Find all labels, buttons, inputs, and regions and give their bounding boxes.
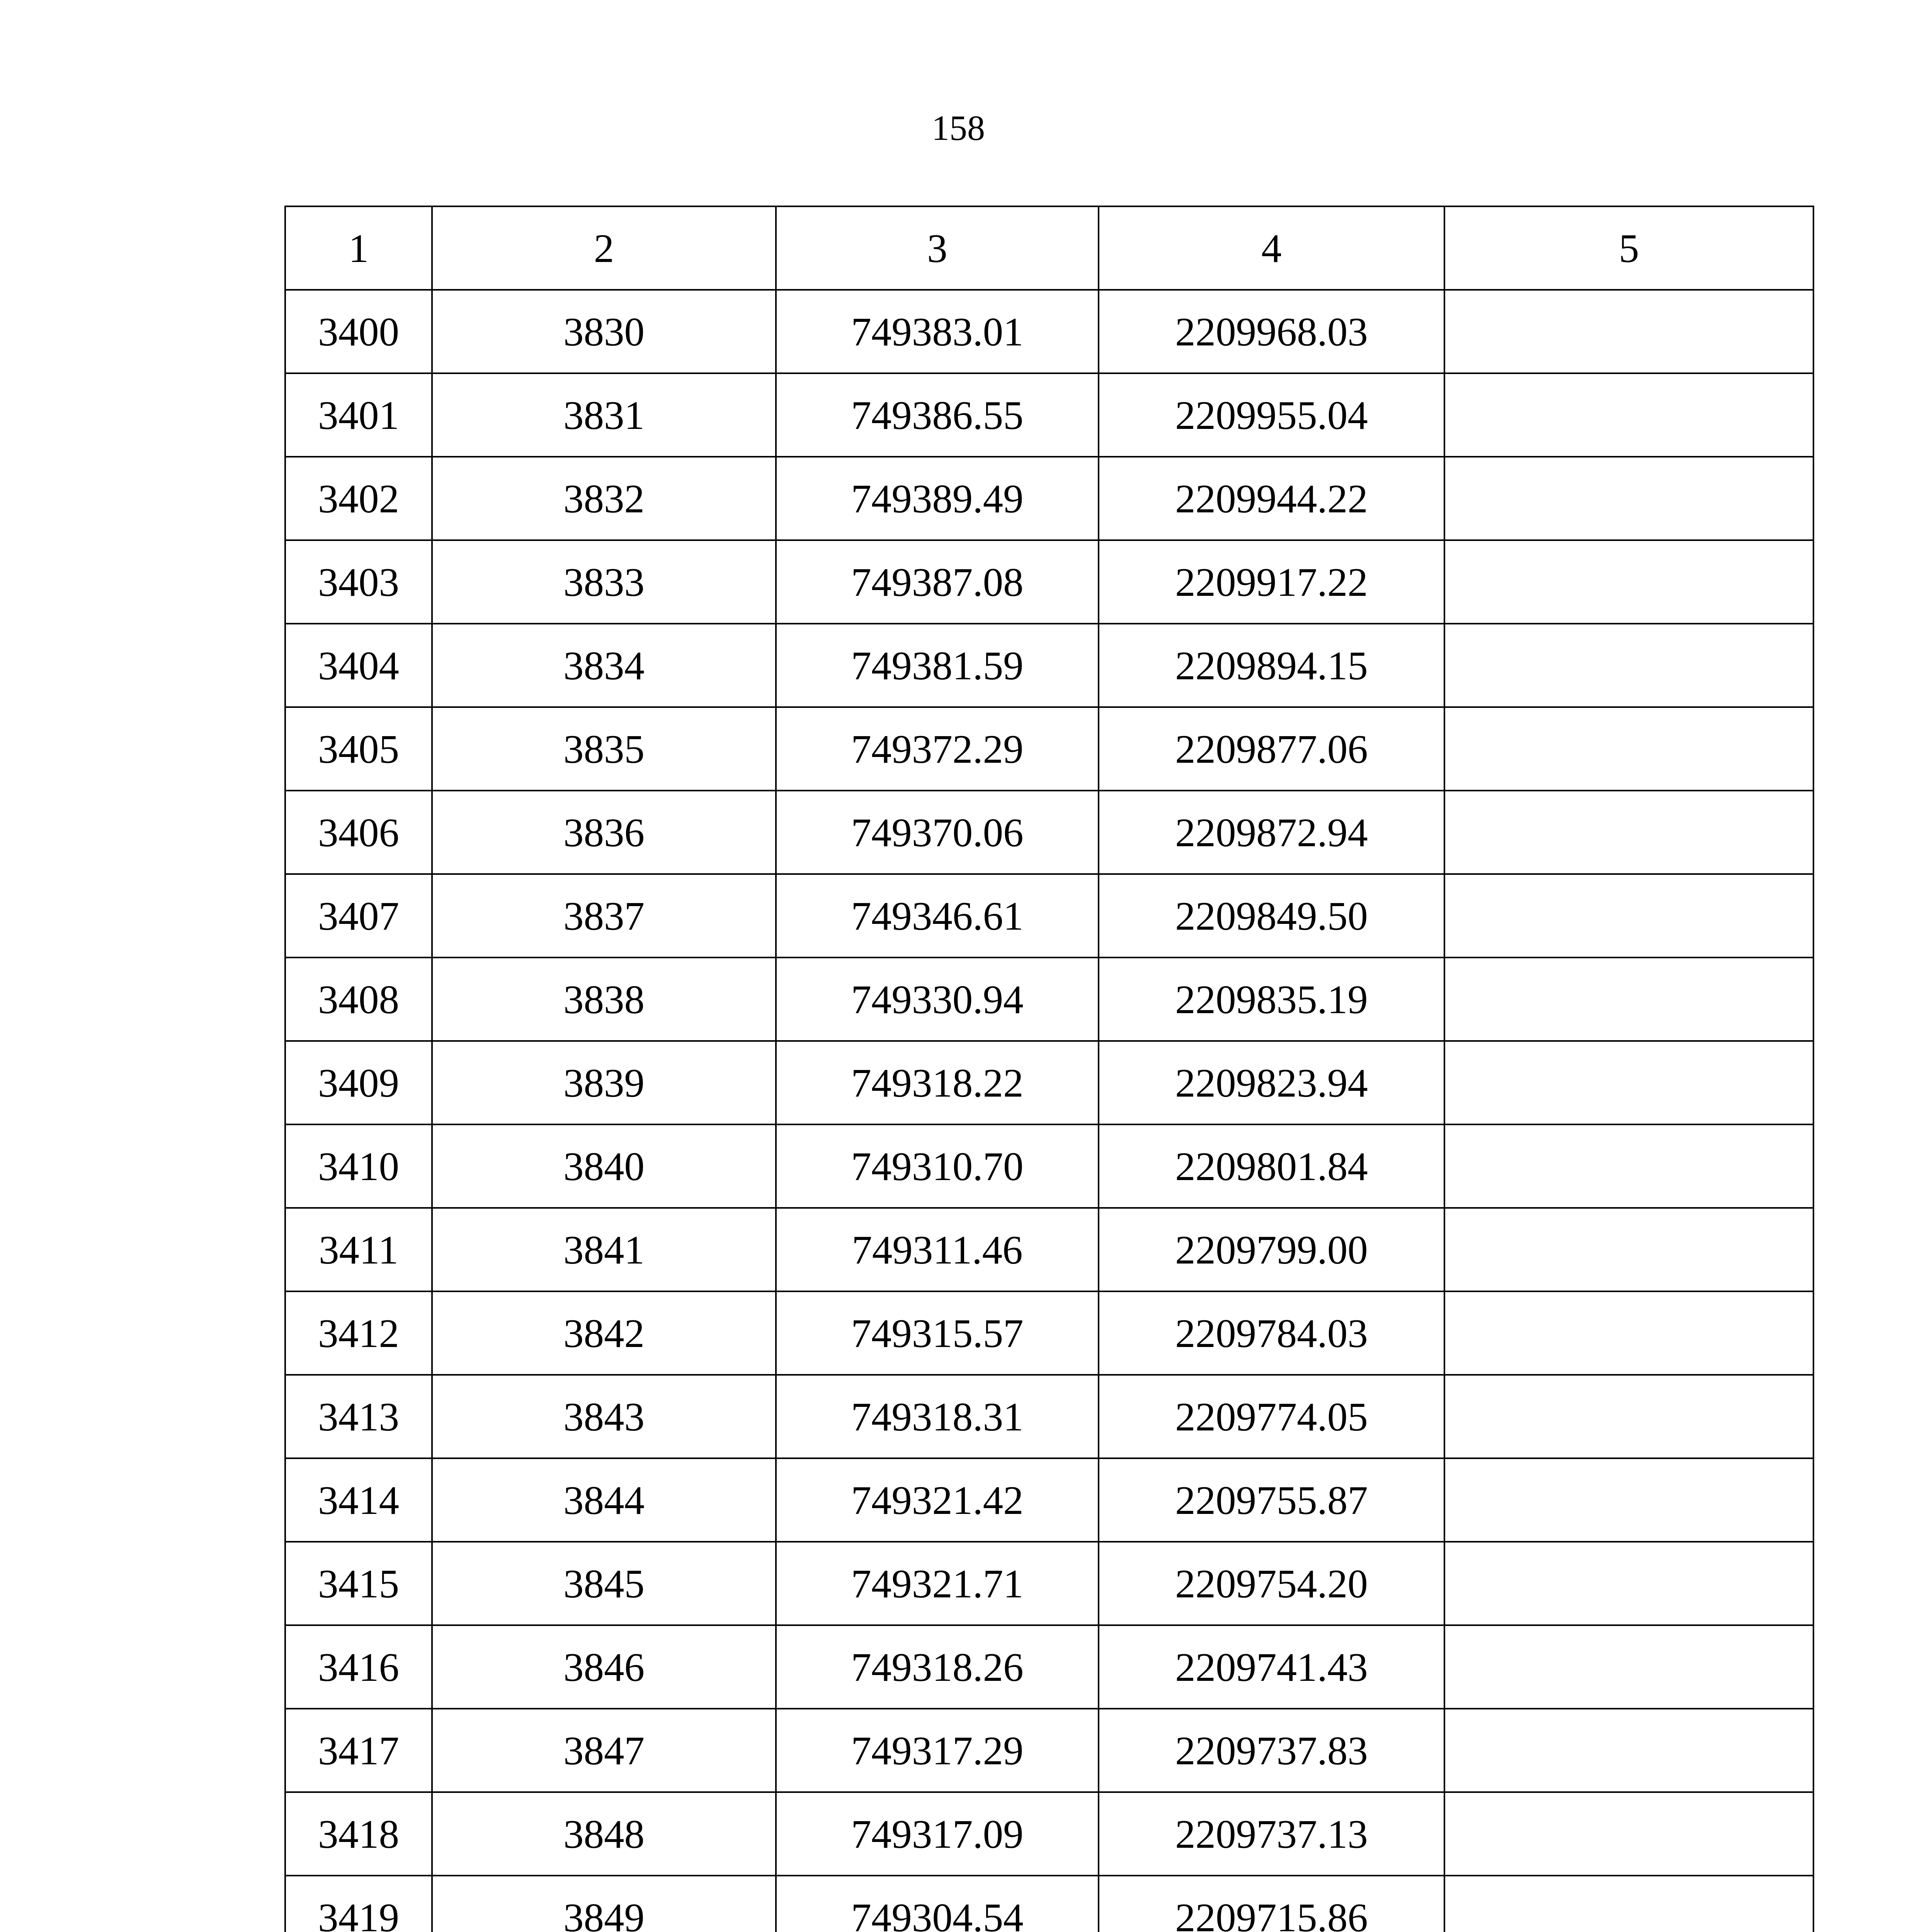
table-cell-col-5 [1444, 791, 1813, 874]
table-cell-col-5 [1444, 1124, 1813, 1208]
table-cell-col-4: 2209944.22 [1099, 457, 1444, 540]
table-cell-col-3: 749387.08 [776, 540, 1099, 624]
table-cell-col-4: 2209968.03 [1099, 290, 1444, 373]
table-cell-col-4: 2209955.04 [1099, 373, 1444, 457]
table-row [285, 624, 1813, 707]
table-cell-col-5 [1444, 1876, 1813, 1932]
table-cell-col-4: 2209799.00 [1099, 1208, 1444, 1291]
table-cell-col-2: 3839 [432, 1041, 776, 1124]
table-cell-col-3: 749315.57 [776, 1291, 1099, 1375]
table-cell-col-5 [1444, 1625, 1813, 1709]
header-cell-4: 4 [1099, 206, 1444, 290]
table-row [285, 707, 1813, 791]
table-row [285, 1041, 1813, 1124]
header-cell-3: 3 [776, 206, 1099, 290]
table-body [285, 290, 1813, 1932]
table-cell-col-1: 3404 [285, 624, 432, 707]
table-row [285, 1625, 1813, 1709]
table-cell-col-5 [1444, 457, 1813, 540]
table-cell-col-2: 3830 [432, 290, 776, 373]
table-cell-col-1: 3409 [285, 1041, 432, 1124]
table-cell-col-3: 749389.49 [776, 457, 1099, 540]
table-header-row [285, 206, 1813, 290]
table-cell-col-5 [1444, 1458, 1813, 1542]
table-cell-col-1: 3417 [285, 1709, 432, 1792]
table-cell-col-5 [1444, 957, 1813, 1041]
table-cell-col-3: 749330.94 [776, 957, 1099, 1041]
table-cell-col-3: 749318.22 [776, 1041, 1099, 1124]
table-cell-col-4: 2209754.20 [1099, 1542, 1444, 1625]
table-cell-col-4: 2209774.05 [1099, 1375, 1444, 1458]
table-cell-col-1: 3400 [285, 290, 432, 373]
table-cell-col-5 [1444, 1375, 1813, 1458]
table-cell-col-5 [1444, 1542, 1813, 1625]
table-cell-col-5 [1444, 540, 1813, 624]
table-cell-col-3: 749321.42 [776, 1458, 1099, 1542]
table-row [285, 457, 1813, 540]
table-cell-col-4: 2209849.50 [1099, 874, 1444, 957]
table-cell-col-1: 3415 [285, 1542, 432, 1625]
table-row [285, 1542, 1813, 1625]
table-cell-col-2: 3831 [432, 373, 776, 457]
table-cell-col-2: 3849 [432, 1876, 776, 1932]
table-cell-col-1: 3412 [285, 1291, 432, 1375]
table-cell-col-3: 749372.29 [776, 707, 1099, 791]
table-cell-col-3: 749346.61 [776, 874, 1099, 957]
coordinates-table [284, 206, 1814, 1932]
table-cell-col-2: 3840 [432, 1124, 776, 1208]
table-cell-col-1: 3414 [285, 1458, 432, 1542]
table-cell-col-1: 3406 [285, 791, 432, 874]
table-cell-col-5 [1444, 290, 1813, 373]
table-cell-col-4: 2209737.13 [1099, 1792, 1444, 1876]
table-row [285, 957, 1813, 1041]
table-row [285, 540, 1813, 624]
table-cell-col-2: 3838 [432, 957, 776, 1041]
table-cell-col-3: 749317.09 [776, 1792, 1099, 1876]
table-cell-col-4: 2209894.15 [1099, 624, 1444, 707]
table-cell-col-5 [1444, 1792, 1813, 1876]
table-row [285, 1291, 1813, 1375]
table-cell-col-2: 3847 [432, 1709, 776, 1792]
table-cell-col-4: 2209741.43 [1099, 1625, 1444, 1709]
table-cell-col-3: 749383.01 [776, 290, 1099, 373]
table-cell-col-2: 3842 [432, 1291, 776, 1375]
table-cell-col-2: 3834 [432, 624, 776, 707]
table-row [285, 373, 1813, 457]
table-cell-col-1: 3413 [285, 1375, 432, 1458]
table-cell-col-2: 3841 [432, 1208, 776, 1291]
table-cell-col-4: 2209872.94 [1099, 791, 1444, 874]
header-cell-1: 1 [285, 206, 432, 290]
table-row [285, 1124, 1813, 1208]
table-cell-col-3: 749386.55 [776, 373, 1099, 457]
table-cell-col-1: 3416 [285, 1625, 432, 1709]
table-cell-col-3: 749311.46 [776, 1208, 1099, 1291]
table-row [285, 874, 1813, 957]
table-cell-col-2: 3844 [432, 1458, 776, 1542]
table-cell-col-2: 3837 [432, 874, 776, 957]
table-cell-col-1: 3407 [285, 874, 432, 957]
table-cell-col-4: 2209877.06 [1099, 707, 1444, 791]
table-cell-col-1: 3405 [285, 707, 432, 791]
page-number: 158 [932, 108, 985, 148]
table-cell-col-1: 3419 [285, 1876, 432, 1932]
table-cell-col-5 [1444, 1041, 1813, 1124]
table-cell-col-3: 749310.70 [776, 1124, 1099, 1208]
table-row [285, 1709, 1813, 1792]
table-cell-col-1: 3408 [285, 957, 432, 1041]
table-cell-col-5 [1444, 624, 1813, 707]
table-cell-col-5 [1444, 707, 1813, 791]
table-cell-col-5 [1444, 373, 1813, 457]
table-cell-col-4: 2209801.84 [1099, 1124, 1444, 1208]
table-cell-col-1: 3418 [285, 1792, 432, 1876]
table-cell-col-5 [1444, 874, 1813, 957]
table-cell-col-4: 2209737.83 [1099, 1709, 1444, 1792]
table-cell-col-2: 3832 [432, 457, 776, 540]
table-cell-col-2: 3845 [432, 1542, 776, 1625]
table-cell-col-1: 3410 [285, 1124, 432, 1208]
table-cell-col-3: 749318.26 [776, 1625, 1099, 1709]
table-cell-col-2: 3848 [432, 1792, 776, 1876]
header-cell-2: 2 [432, 206, 776, 290]
table-cell-col-1: 3403 [285, 540, 432, 624]
table-row [285, 791, 1813, 874]
table-cell-col-3: 749317.29 [776, 1709, 1099, 1792]
table-cell-col-4: 2209917.22 [1099, 540, 1444, 624]
table-cell-col-4: 2209755.87 [1099, 1458, 1444, 1542]
table-cell-col-3: 749321.71 [776, 1542, 1099, 1625]
table-row [285, 1876, 1813, 1932]
table-cell-col-3: 749304.54 [776, 1876, 1099, 1932]
table-cell-col-5 [1444, 1208, 1813, 1291]
table-cell-col-2: 3843 [432, 1375, 776, 1458]
table-cell-col-1: 3401 [285, 373, 432, 457]
table-row [285, 1458, 1813, 1542]
table-cell-col-3: 749318.31 [776, 1375, 1099, 1458]
table-cell-col-4: 2209823.94 [1099, 1041, 1444, 1124]
table-cell-col-4: 2209835.19 [1099, 957, 1444, 1041]
table-row [285, 1208, 1813, 1291]
table-cell-col-5 [1444, 1709, 1813, 1792]
table-row [285, 290, 1813, 373]
table-row [285, 1375, 1813, 1458]
table-cell-col-1: 3402 [285, 457, 432, 540]
table-row [285, 1792, 1813, 1876]
table-cell-col-4: 2209715.86 [1099, 1876, 1444, 1932]
table-cell-col-2: 3836 [432, 791, 776, 874]
table-cell-col-2: 3846 [432, 1625, 776, 1709]
table-cell-col-1: 3411 [285, 1208, 432, 1291]
table-cell-col-3: 749370.06 [776, 791, 1099, 874]
table-cell-col-5 [1444, 1291, 1813, 1375]
table-cell-col-2: 3835 [432, 707, 776, 791]
table-cell-col-2: 3833 [432, 540, 776, 624]
table-cell-col-4: 2209784.03 [1099, 1291, 1444, 1375]
header-cell-5: 5 [1444, 206, 1813, 290]
table-cell-col-3: 749381.59 [776, 624, 1099, 707]
